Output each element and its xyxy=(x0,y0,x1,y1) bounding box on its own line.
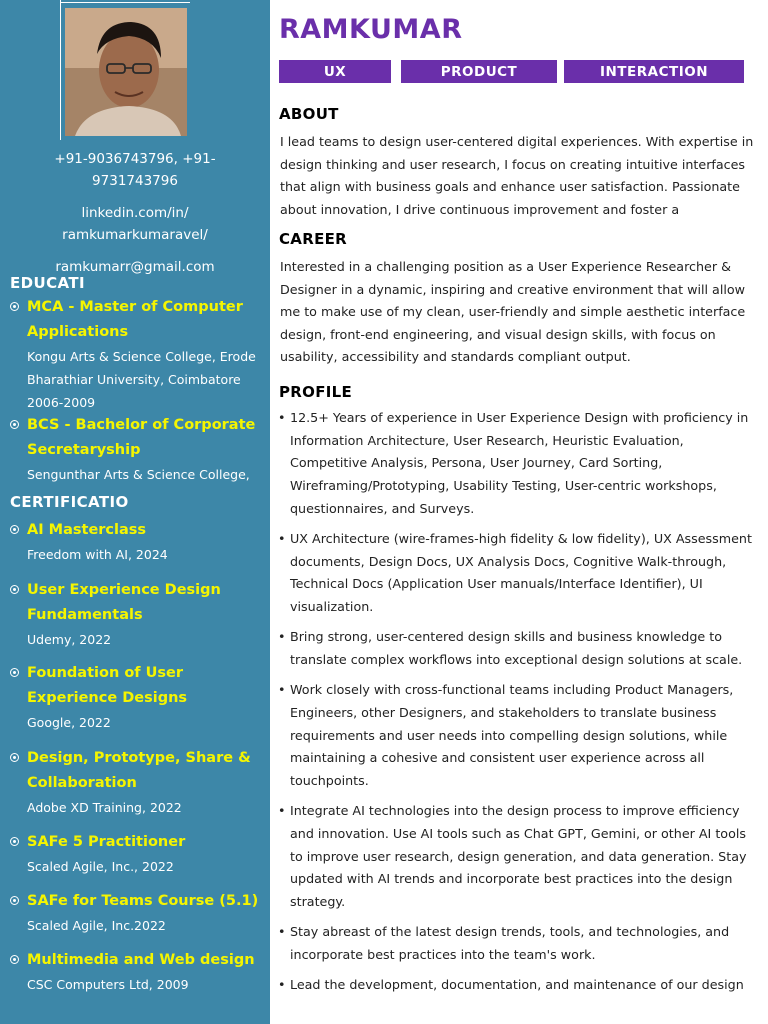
education-title-line: MCA - Master of Computer xyxy=(27,299,243,315)
education-title xyxy=(10,413,268,463)
certification-issuer: Udemy, 2022 xyxy=(27,632,112,647)
sidebar xyxy=(0,0,270,1024)
education-title-line: Secretaryship xyxy=(27,442,141,458)
profile-item: • Bring strong, user-centered design skills and business knowledge to translate complex workflows into exceptional design solutions at scale. xyxy=(278,626,762,671)
career-heading: CAREER xyxy=(279,230,348,248)
profile-photo xyxy=(65,8,187,136)
certification-title-line: Design, Prototype, Share & xyxy=(27,750,251,766)
linkedin-link[interactable] xyxy=(0,202,270,246)
tag-interaction: INTERACTION xyxy=(564,60,744,83)
certification-issuer: Freedom with AI, 2024 xyxy=(27,547,168,562)
education-heading: EDUCATI xyxy=(10,274,85,292)
bullet-ring-icon xyxy=(10,302,19,311)
email-partial: ramkumarr@gmail.com xyxy=(55,259,215,275)
certification-issuer: CSC Computers Ltd, 2009 xyxy=(27,977,189,992)
certification-entry xyxy=(10,578,268,651)
education-title-line: Applications xyxy=(27,324,129,340)
certification-title-line: Experience Designs xyxy=(27,690,188,706)
certification-entry xyxy=(10,948,268,996)
certification-issuer: Scaled Agile, Inc., 2022 xyxy=(27,859,174,874)
bullet-ring-icon xyxy=(10,753,19,762)
about-text: I lead teams to design user-centered digital experiences. With expertise in design thinking and user research, I focus on creating intuitive interfaces that align with business goals and enhance user satisfaction. Passionate about innovation, I drive continuous improvement and foster a xyxy=(280,134,754,217)
about-heading: ABOUT xyxy=(279,105,339,123)
education-entry xyxy=(10,295,268,414)
certification-issuer: Scaled Agile, Inc.2022 xyxy=(27,918,166,933)
certification-title xyxy=(10,830,268,855)
certifications-heading: CERTIFICATIO xyxy=(10,493,129,511)
bullet-ring-icon xyxy=(10,420,19,429)
education-detail: 2006-2009 xyxy=(27,395,96,410)
certification-entry xyxy=(10,746,268,819)
linkedin-line: linkedin.com/in/ xyxy=(81,205,189,221)
profile-item: • Integrate AI technologies into the design process to improve efficiency and innovation. Use AI tools such as Chat GPT, Gemini, or other AI tools to improve user research, design generation, and data generation. Stay updated with AI trends and incorporate best practices into the design strategy. xyxy=(278,800,762,914)
certification-title-line: SAFe 5 Practitioner xyxy=(27,834,186,850)
linkedin-line: ramkumarkumaravel/ xyxy=(62,227,208,243)
profile-list xyxy=(278,407,762,1019)
candidate-name: RAMKUMAR xyxy=(279,14,463,45)
education-title xyxy=(10,295,268,345)
education-detail: Kongu Arts & Science College, Erode xyxy=(27,349,256,364)
bullet-ring-icon xyxy=(10,525,19,534)
profile-photo-illustration xyxy=(65,8,187,136)
certification-title xyxy=(10,948,268,973)
education-title-line: BCS - Bachelor of Corporate xyxy=(27,417,256,433)
certification-entry xyxy=(10,661,268,734)
profile-item: • UX Architecture (wire-frames-high fidelity & low fidelity), UX Assessment documents, Design Docs, UX Analysis Docs, Cognitive Walk-through, Technical Docs (Application User manuals/Interface Identifier), UI visualization. xyxy=(278,528,762,619)
certification-title xyxy=(10,746,268,796)
certification-title-line: SAFe for Teams Course (5.1) xyxy=(27,893,259,909)
certification-title-line: AI Masterclass xyxy=(27,522,147,538)
bullet-ring-icon xyxy=(10,585,19,594)
photo-frame-line xyxy=(60,2,190,3)
certification-entry xyxy=(10,830,268,878)
phone-line: 9731743796 xyxy=(92,173,178,189)
certification-title-line: Collaboration xyxy=(27,775,137,791)
certification-entry xyxy=(10,889,268,937)
tag-ux: UX xyxy=(279,60,391,83)
education-detail: Sengunthar Arts & Science College, xyxy=(27,467,250,482)
bullet-ring-icon xyxy=(10,955,19,964)
certification-title-line: User Experience Design xyxy=(27,582,221,598)
certification-issuer: Adobe XD Training, 2022 xyxy=(27,800,182,815)
phone-line: +91-9036743796, +91- xyxy=(54,151,216,167)
bullet-ring-icon xyxy=(10,896,19,905)
bullet-ring-icon xyxy=(10,668,19,677)
certification-title xyxy=(10,518,268,543)
certification-title xyxy=(10,578,268,628)
certification-title-line: Multimedia and Web design xyxy=(27,952,255,968)
education-entry xyxy=(10,413,268,486)
certification-title xyxy=(10,889,268,914)
career-text: Interested in a challenging position as a User Experience Researcher & Designer in a dynamic, inspiring and creative environment that will allow me to make use of my clean, user-friendly and simple aesthetic interface design, front-end engineering, and visual design skills, with focus on usability, accessibility and standards compliant output. xyxy=(280,259,746,364)
certification-entry xyxy=(10,518,268,566)
photo-frame-line xyxy=(60,0,61,140)
tag-product: PRODUCT xyxy=(401,60,557,83)
education-detail: Bharathiar University, Coimbatore xyxy=(27,372,241,387)
profile-item: • Work closely with cross-functional teams including Product Managers, Engineers, other Designers, and stakeholders to translate business requirements and user needs into compelling design solutions, while maintaining a cohesive and consistent user experience across all touchpoints. xyxy=(278,679,762,793)
certification-title-line: Foundation of User xyxy=(27,665,184,681)
profile-item: • 12.5+ Years of experience in User Experience Design with proficiency in Information Architecture, User Research, Heuristic Evaluation, Competitive Analysis, Persona, User Journey, Card Sorting, Wireframing/Prototyping, Usability Testing, User-centric workshops, questionnaires, and Surveys. xyxy=(278,407,762,521)
profile-item: • Lead the development, documentation, and maintenance of our design xyxy=(278,974,762,997)
certification-title xyxy=(10,661,268,711)
bullet-ring-icon xyxy=(10,837,19,846)
certification-issuer: Google, 2022 xyxy=(27,715,111,730)
phone-numbers xyxy=(0,148,270,192)
profile-item: • Stay abreast of the latest design trends, tools, and technologies, and incorporate best practices into the team's work. xyxy=(278,921,762,966)
profile-heading: PROFILE xyxy=(279,383,353,401)
certification-title-line: Fundamentals xyxy=(27,607,143,623)
